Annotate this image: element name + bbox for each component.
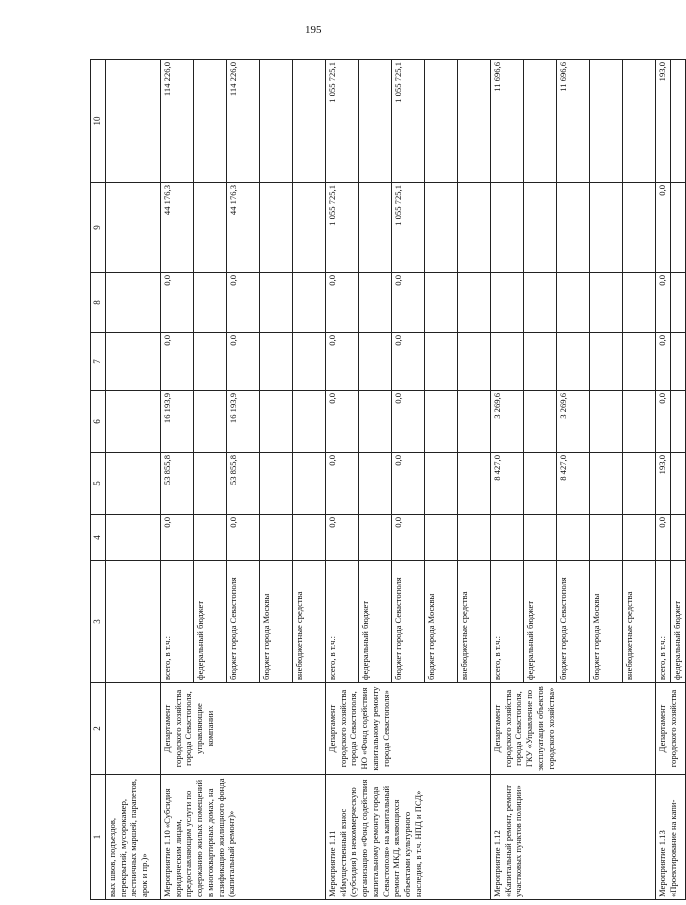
amount-cell: 0,0 [392,391,425,453]
amount-cell [458,391,491,453]
amount-cell: 1 055 725,1 [326,183,359,273]
continuation-row [106,60,161,900]
amount-cell [293,391,326,453]
funding-source: федеральный бюджет [524,561,557,683]
rotated-table-wrapper [90,60,682,900]
amount-cell [557,515,590,561]
amount-cell [194,391,227,453]
amount-cell: 0,0 [227,273,260,333]
amount-cell [524,273,557,333]
amount-cell: 1 055 725,1 [392,60,425,183]
amount-cell [260,60,293,183]
amount-cell: 0,0 [392,333,425,391]
amount-cell [194,333,227,391]
amount-cell [623,453,656,515]
amount-cell [425,60,458,183]
amount-cell: 0,0 [326,453,359,515]
amount-cell [260,391,293,453]
amount-cell [458,273,491,333]
amount-cell [293,333,326,391]
header-cell: 8 [91,273,106,333]
amount-cell: 0,0 [656,273,671,333]
amount-cell [359,453,392,515]
amount-cell [359,183,392,273]
amount-cell: 8 427,0 [557,453,590,515]
amount-cell [359,391,392,453]
amount-cell [671,453,686,515]
funding-source: всего, в т.ч.: [326,561,359,683]
table-row [656,60,671,900]
measure-name: Мероприятие 1.12 «Капитальный ремонт, ремонт участковых пунктов полиции» [491,775,656,900]
amount-cell [425,515,458,561]
responsible-department: Департамент городского хозяйства [656,683,686,775]
amount-cell: 0,0 [227,333,260,391]
measure-name: Мероприятие 1.11 «Имущественный взнос (субсидия) в некоммерческую организацию «Фонд содействия капитальному ремонту города Севастополя» на капитальный ремонт МКД, являющихся объектами культурного наследия, в т.ч. НПД и ПСД» [326,775,491,900]
amount-cell [260,183,293,273]
amount-cell: 3 269,6 [557,391,590,453]
amount-cell [194,183,227,273]
amount-cell: 0,0 [656,333,671,391]
amount-cell [557,333,590,391]
header-cell: 7 [91,333,106,391]
amount-cell [293,60,326,183]
header-cell: 4 [91,515,106,561]
amount-cell [590,453,623,515]
amount-cell [491,333,524,391]
amount-cell [425,453,458,515]
amount-cell [194,60,227,183]
amount-cell: 0,0 [326,515,359,561]
amount-cell [623,515,656,561]
funding-source: всего, в т.ч.: [656,561,671,683]
amount-cell [623,60,656,183]
budget-table [90,59,686,900]
responsible-department: Департамент городского хозяйства города Севастополя, ГКУ «Управление по эксплуатации объектов городского хозяйства» [491,683,656,775]
amount-cell [359,273,392,333]
funding-source: внебюджетные средства [293,561,326,683]
amount-cell [671,391,686,453]
amount-cell [260,515,293,561]
amount-cell [671,515,686,561]
amount-cell [623,333,656,391]
amount-cell [458,453,491,515]
amount-cell: 3 269,6 [491,391,524,453]
amount-cell [524,183,557,273]
amount-cell [524,60,557,183]
amount-cell: 0,0 [392,515,425,561]
amount-cell: 0,0 [161,273,194,333]
responsible-department: Департамент городского хозяйства города Севастополя, управляющие компании [161,683,326,775]
amount-cell: 114 226,0 [227,60,260,183]
funding-source: бюджет города Севастополя [557,561,590,683]
funding-source: бюджет города Севастополя [392,561,425,683]
amount-cell: 11 696,6 [491,60,524,183]
amount-cell [491,515,524,561]
amount-cell [425,391,458,453]
responsible-department: Департамент городского хозяйства города Севастополя, НО «Фонд содействия капитальному ремонту города Севастополя» [326,683,491,775]
table-row [491,60,524,900]
amount-cell: 0,0 [161,515,194,561]
funding-source: федеральный бюджет [359,561,392,683]
amount-cell: 193,0 [656,60,671,183]
amount-cell [458,60,491,183]
table-row [161,60,194,900]
amount-cell [458,183,491,273]
amount-cell [590,273,623,333]
amount-cell [359,60,392,183]
amount-cell [590,183,623,273]
amount-cell [557,273,590,333]
amount-cell [194,453,227,515]
amount-cell [623,183,656,273]
amount-cell [359,333,392,391]
amount-cell [524,333,557,391]
funding-source: бюджет города Севастополя [227,561,260,683]
amount-cell: 193,0 [656,453,671,515]
amount-cell [524,515,557,561]
amount-cell [458,515,491,561]
amount-cell [623,391,656,453]
amount-cell: 53 855,8 [227,453,260,515]
amount-cell: 16 193,9 [227,391,260,453]
funding-source: всего, в т.ч.: [161,561,194,683]
measure-name: Мероприятие 1.13 «Проектирование на капи- [656,775,686,900]
amount-cell [260,273,293,333]
continuation-name: вых швов, подъездов, перекрытий, мусорокамер, лестничных маршей, парапетов, арок и пр.)» [106,775,161,900]
amount-cell: 0,0 [326,391,359,453]
funding-source: всего, в т.ч.: [491,561,524,683]
amount-cell: 0,0 [656,515,671,561]
header-row [91,60,106,900]
header-cell: 10 [91,60,106,183]
amount-cell [590,391,623,453]
amount-cell [671,333,686,391]
amount-cell [293,273,326,333]
header-cell: 3 [91,561,106,683]
amount-cell: 16 193,9 [161,391,194,453]
amount-cell [590,333,623,391]
amount-cell [425,183,458,273]
header-cell: 1 [91,775,106,900]
amount-cell: 0,0 [656,391,671,453]
amount-cell: 0,0 [392,453,425,515]
amount-cell [458,333,491,391]
amount-cell [524,391,557,453]
amount-cell [293,453,326,515]
funding-source: федеральный бюджет [671,561,686,683]
funding-source: бюджет города Москвы [260,561,293,683]
amount-cell: 44 176,3 [227,183,260,273]
amount-cell: 0,0 [326,273,359,333]
measure-name: Мероприятие 1.10 «Субсидия юридическим лицам, предоставляющим услуги по содержанию жилых помещений в многоквартирных домах, на газификацию жилищного фонда (капитальный ремонт)» [161,775,326,900]
amount-cell [491,183,524,273]
table-row [326,60,359,900]
header-cell: 2 [91,683,106,775]
amount-cell: 44 176,3 [161,183,194,273]
header-cell: 9 [91,183,106,273]
funding-source: внебюджетные средства [458,561,491,683]
amount-cell [194,273,227,333]
amount-cell: 11 696,6 [557,60,590,183]
amount-cell: 0,0 [227,515,260,561]
amount-cell [557,183,590,273]
amount-cell: 0,0 [656,183,671,273]
amount-cell: 1 055 725,1 [392,183,425,273]
amount-cell [194,515,227,561]
amount-cell: 0,0 [326,333,359,391]
funding-source: внебюджетные средства [623,561,656,683]
amount-cell [671,273,686,333]
amount-cell [293,183,326,273]
funding-source: бюджет города Москвы [590,561,623,683]
amount-cell: 1 055 725,1 [326,60,359,183]
amount-cell [293,515,326,561]
amount-cell [425,273,458,333]
amount-cell [260,333,293,391]
table-body [91,60,686,900]
amount-cell [524,453,557,515]
amount-cell [671,60,686,183]
amount-cell [425,333,458,391]
page-number: 195 [305,24,322,36]
amount-cell: 8 427,0 [491,453,524,515]
funding-source: федеральный бюджет [194,561,227,683]
amount-cell [590,60,623,183]
amount-cell [623,273,656,333]
amount-cell [671,183,686,273]
amount-cell: 53 855,8 [161,453,194,515]
funding-source: бюджет города Москвы [425,561,458,683]
amount-cell: 0,0 [161,333,194,391]
amount-cell: 114 226,0 [161,60,194,183]
amount-cell [359,515,392,561]
amount-cell [260,453,293,515]
amount-cell [491,273,524,333]
amount-cell: 0,0 [392,273,425,333]
header-cell: 6 [91,391,106,453]
header-cell: 5 [91,453,106,515]
amount-cell [590,515,623,561]
